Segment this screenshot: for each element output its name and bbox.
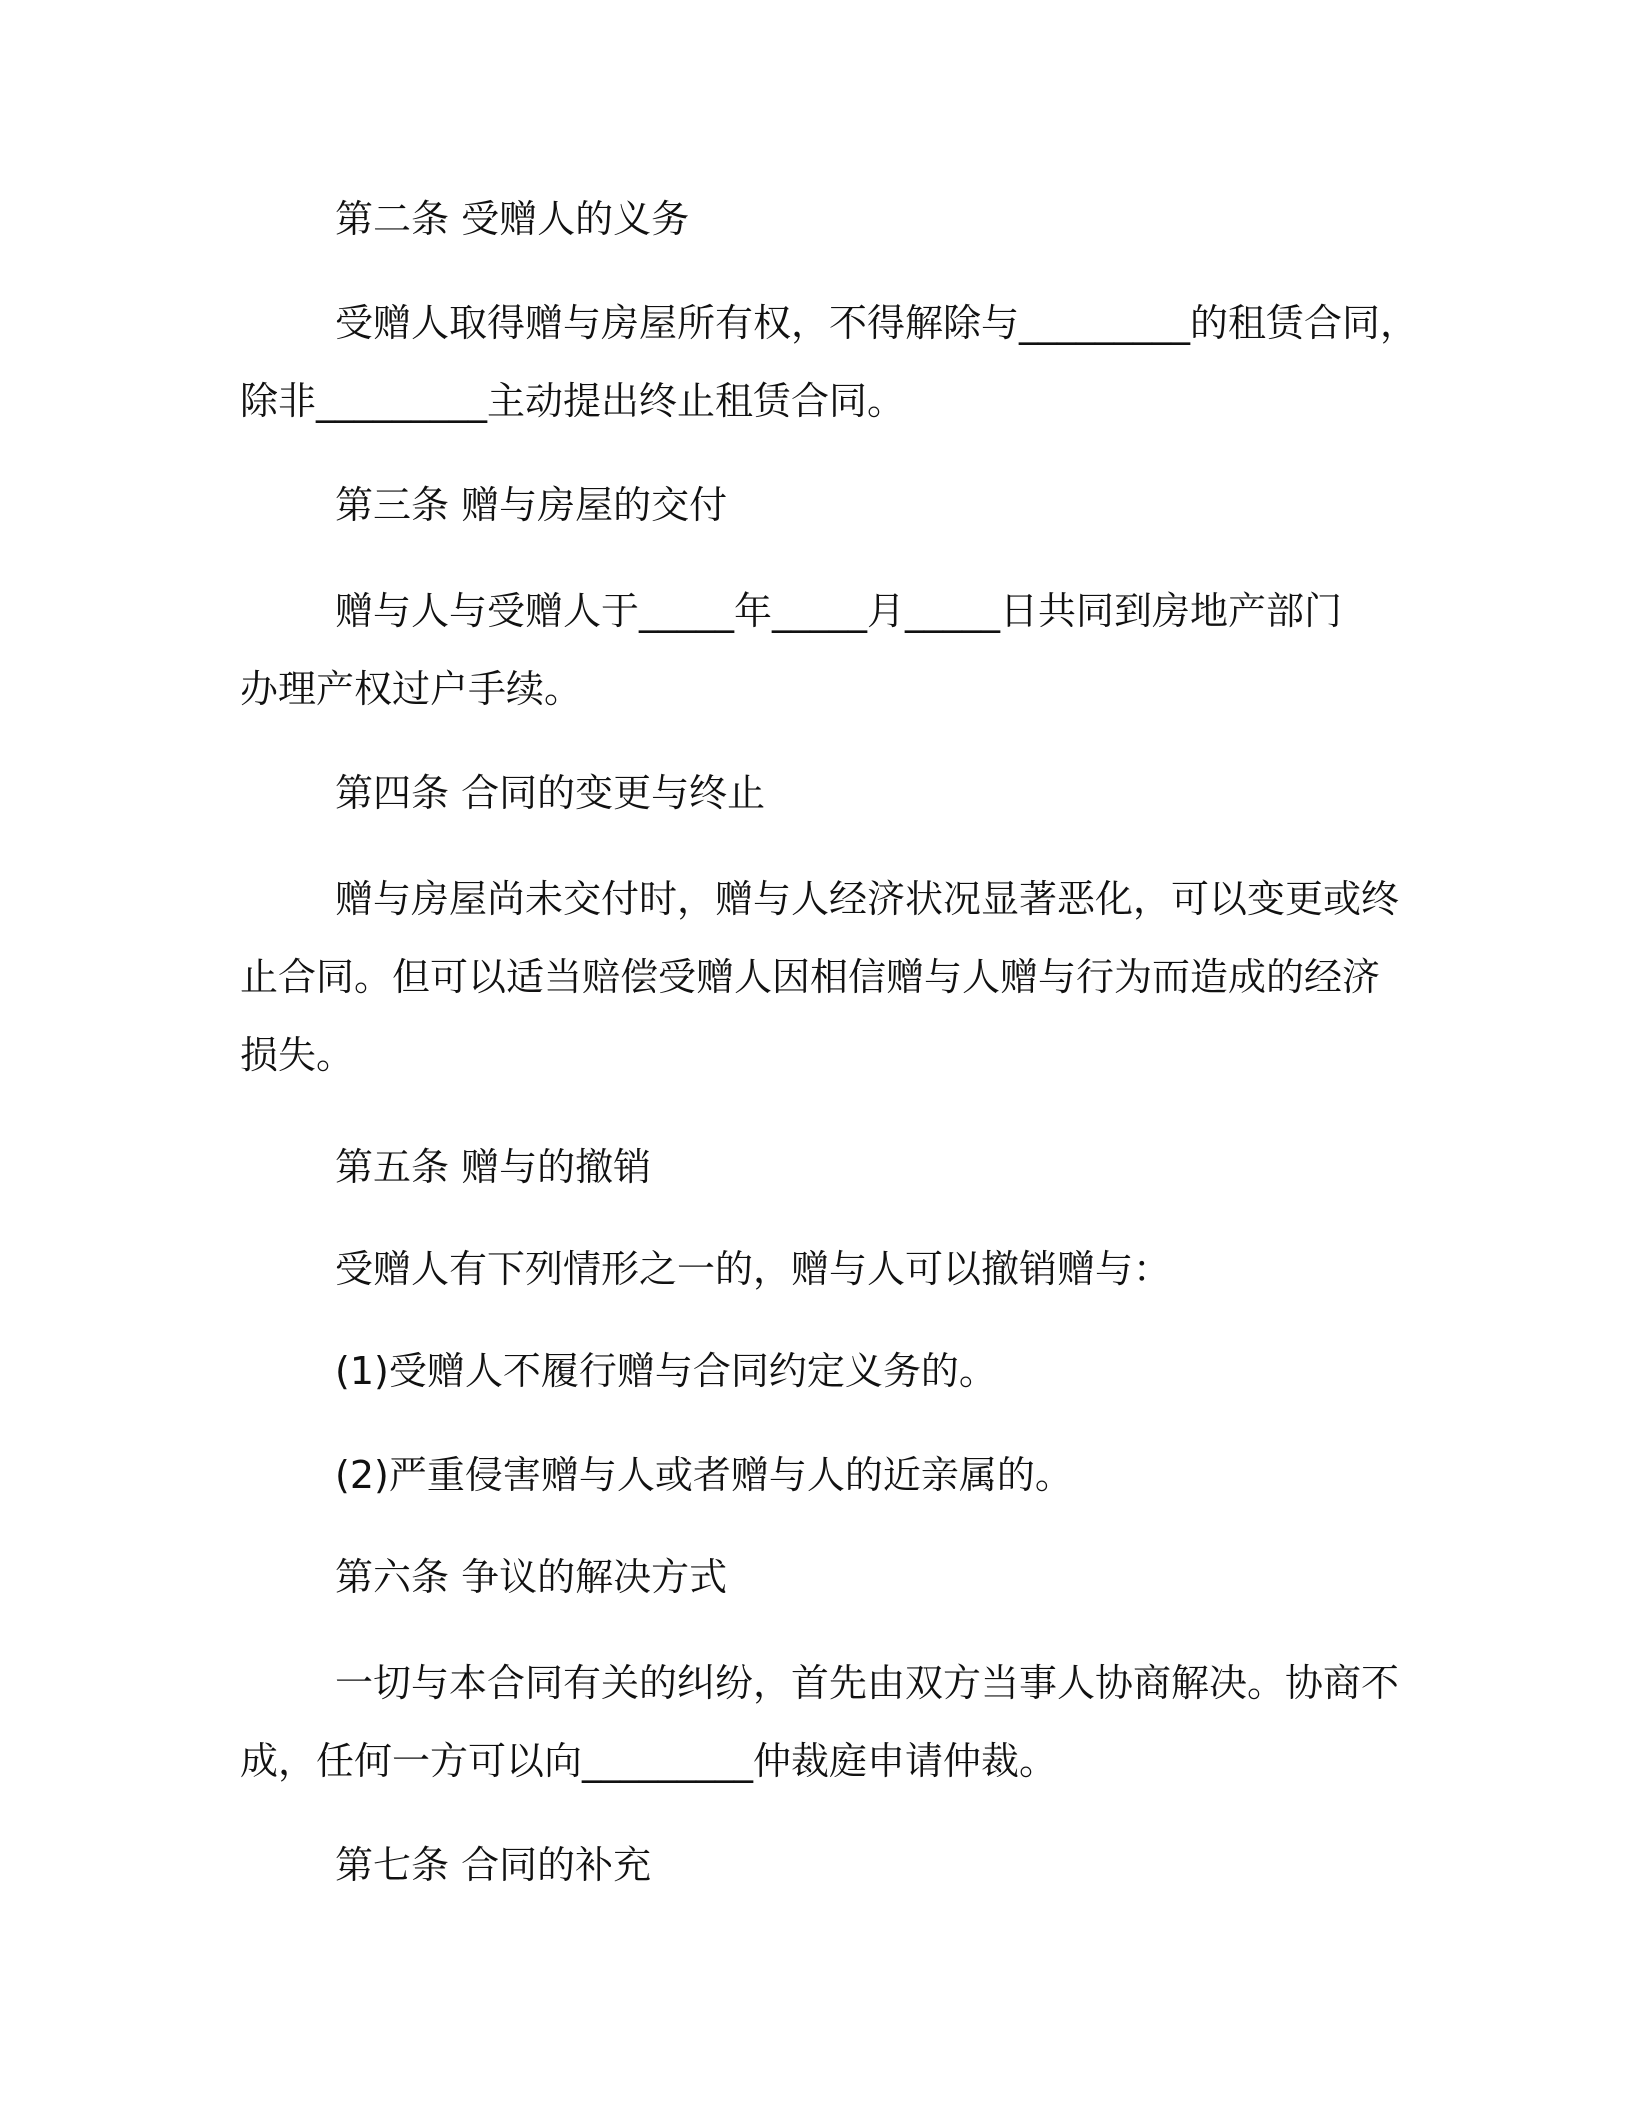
article-2-heading: 第二条 受赠人的义务 [335, 197, 690, 241]
article-4-heading: 第四条 合同的变更与终止 [335, 771, 766, 815]
article-4-text-line-2: 止合同。但可以适当赔偿受赠人因相信赠与人赠与行为而造成的经济 [240, 955, 1381, 999]
article-5-item-1: (1)受赠人不履行赠与合同约定义务的。 [335, 1349, 997, 1393]
article-6-text-line-2: 成，任何一方可以向_________仲裁庭申请仲裁。 [240, 1739, 1058, 1783]
document-page [240, 180, 1419, 1904]
article-5-item-2: (2)严重侵害赠与人或者赠与人的近亲属的。 [335, 1453, 1073, 1497]
article-5-text-intro: 受赠人有下列情形之一的，赠与人可以撤销赠与： [335, 1247, 1172, 1291]
article-2-text-line-1: 受赠人取得赠与房屋所有权，不得解除与_________的租赁合同， [335, 301, 1419, 345]
article-3-text-line-2: 办理产权过户手续。 [240, 667, 583, 711]
article-3-heading: 第三条 赠与房屋的交付 [335, 483, 728, 527]
article-2-text-line-2: 除非_________主动提出终止租赁合同。 [240, 379, 906, 423]
article-5-heading: 第五条 赠与的撤销 [335, 1145, 652, 1189]
article-3-text-line-1: 赠与人与受赠人于_____年_____月_____日共同到房地产部门 [335, 589, 1343, 633]
article-6-text-line-1: 一切与本合同有关的纠纷，首先由双方当事人协商解决。协商不 [335, 1661, 1400, 1705]
article-7-heading: 第七条 合同的补充 [335, 1843, 652, 1887]
article-4-text-line-1: 赠与房屋尚未交付时，赠与人经济状况显著恶化，可以变更或终 [335, 877, 1400, 921]
article-6-heading: 第六条 争议的解决方式 [335, 1555, 728, 1599]
article-4-text-line-3: 损失。 [240, 1033, 355, 1077]
